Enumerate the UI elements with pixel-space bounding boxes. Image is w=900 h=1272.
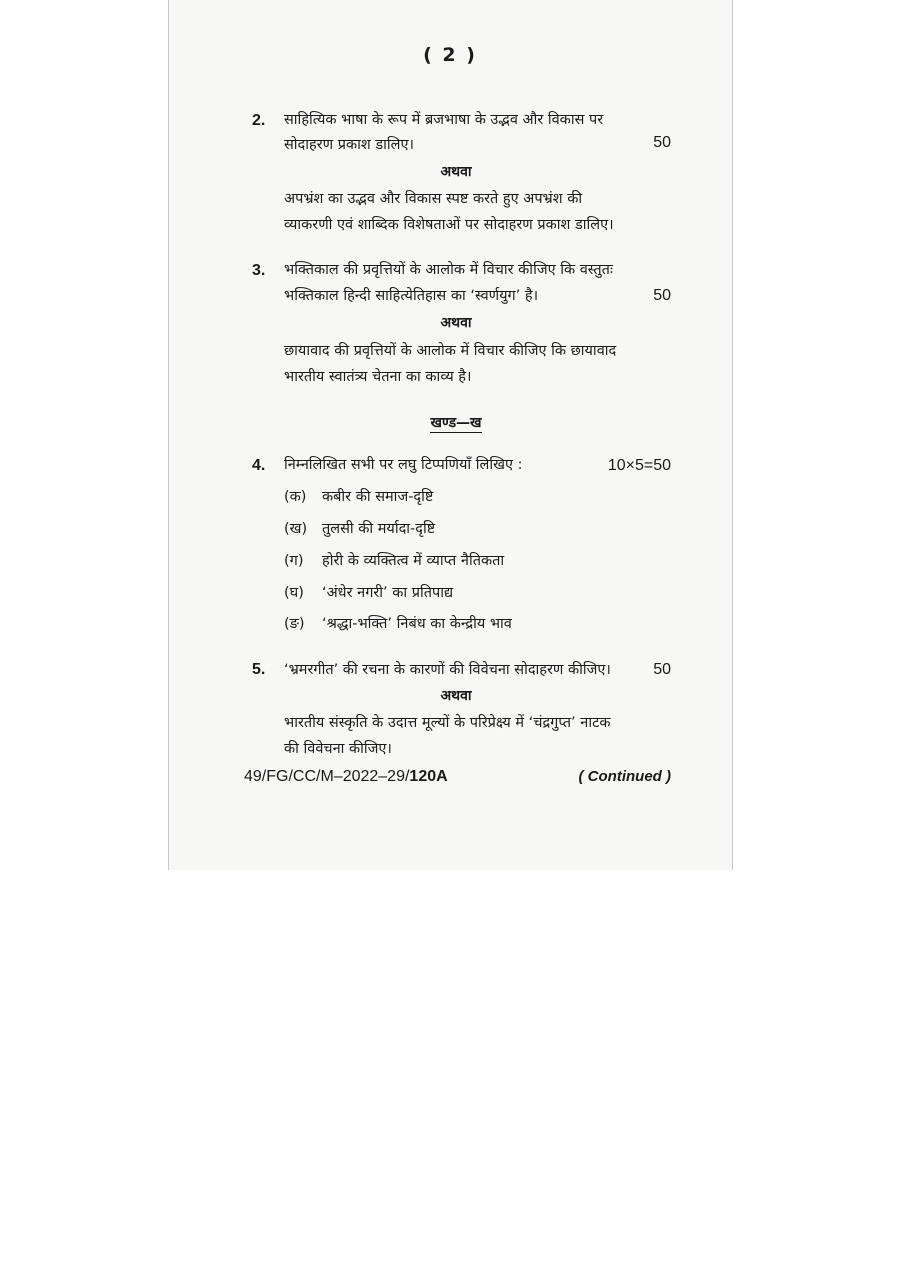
question-2-line-2: सोदाहरण प्रकाश डालिए। [284, 137, 414, 153]
question-3-alt-line-1: छायावाद की प्रवृत्तियों के आलोक में विचार कीजिए कि छायावाद [284, 343, 617, 359]
question-3-line-1: भक्तिकाल की प्रवृत्तियों के आलोक में विचार कीजिए कि वस्तुतः [284, 262, 613, 278]
item-label: (ख) [284, 521, 308, 537]
question-2-marks: 50 [653, 134, 671, 151]
item-label: (घ) [284, 585, 304, 601]
question-2-alt-line-1: अपभ्रंश का उद्भव और विकास स्पष्ट करते हुए अपभ्रंश की [284, 191, 583, 207]
continued-note: ( Continued ) [578, 768, 671, 785]
question-5-number: 5. [252, 661, 266, 678]
question-4-item-nga [284, 613, 512, 633]
question-5-alt-line-2: की विवेचना कीजिए। [284, 741, 392, 757]
paper-code [244, 768, 448, 786]
question-2-or: अथवा [440, 164, 472, 180]
paper-code-suffix: 120A [409, 768, 448, 785]
item-label: (ङ) [284, 616, 305, 632]
question-4-line-1: निम्नलिखित सभी पर लघु टिप्पणियाँ लिखिए : [284, 457, 523, 473]
paper-sheet [168, 0, 733, 870]
page-number: ( 2 ) [423, 44, 477, 66]
item-label: (ग) [284, 553, 304, 569]
item-text: ‘श्रद्धा-भक्ति’ निबंध का केन्द्रीय भाव [322, 616, 512, 632]
question-5-or: अथवा [440, 688, 472, 704]
item-text: ‘अंधेर नगरी’ का प्रतिपाद्य [322, 585, 454, 601]
question-5-marks: 50 [653, 661, 671, 678]
question-4-number: 4. [252, 457, 266, 474]
question-4-item-ga [284, 550, 504, 570]
question-2-alt-line-2: व्याकरणी एवं शाब्दिक विशेषताओं पर सोदाहरण प्रकाश डालिए। [284, 217, 614, 233]
question-3-or: अथवा [440, 315, 472, 331]
question-4-item-gha [284, 582, 453, 602]
question-3-alt-line-2: भारतीय स्वातंत्र्य चेतना का काव्य है। [284, 369, 472, 385]
question-5-alt-line-1: भारतीय संस्कृति के उदात्त मूल्यों के परिप्रेक्ष्य में ‘चंद्रगुप्त’ नाटक [284, 715, 611, 731]
paper-code-prefix: 49/FG/CC/M–2022–29/ [244, 768, 410, 785]
section-heading [0, 413, 900, 432]
question-4-item-kha [284, 518, 435, 538]
question-5-line-1: ‘भ्रमरगीत’ की रचना के कारणों की विवेचना सोदाहरण कीजिए। [284, 662, 611, 678]
question-2-line-1: साहित्यिक भाषा के रूप में ब्रजभाषा के उद्भव और विकास पर [284, 112, 604, 128]
question-4-item-ka [284, 486, 433, 506]
question-3-marks: 50 [653, 287, 671, 304]
question-4-marks: 10×5=50 [607, 457, 671, 474]
item-label: (क) [284, 489, 307, 505]
item-text: कबीर की समाज-दृष्टि [322, 489, 434, 505]
question-3-line-2: भक्तिकाल हिन्दी साहित्येतिहास का ‘स्वर्णयुग’ है। [284, 288, 539, 304]
question-2-number: 2. [252, 112, 266, 129]
item-text: होरी के व्यक्तित्व में व्याप्त नैतिकता [322, 553, 505, 569]
item-text: तुलसी की मर्यादा-दृष्टि [322, 521, 436, 537]
section-title: खण्ड—ख [430, 415, 482, 431]
question-3-number: 3. [252, 262, 266, 279]
